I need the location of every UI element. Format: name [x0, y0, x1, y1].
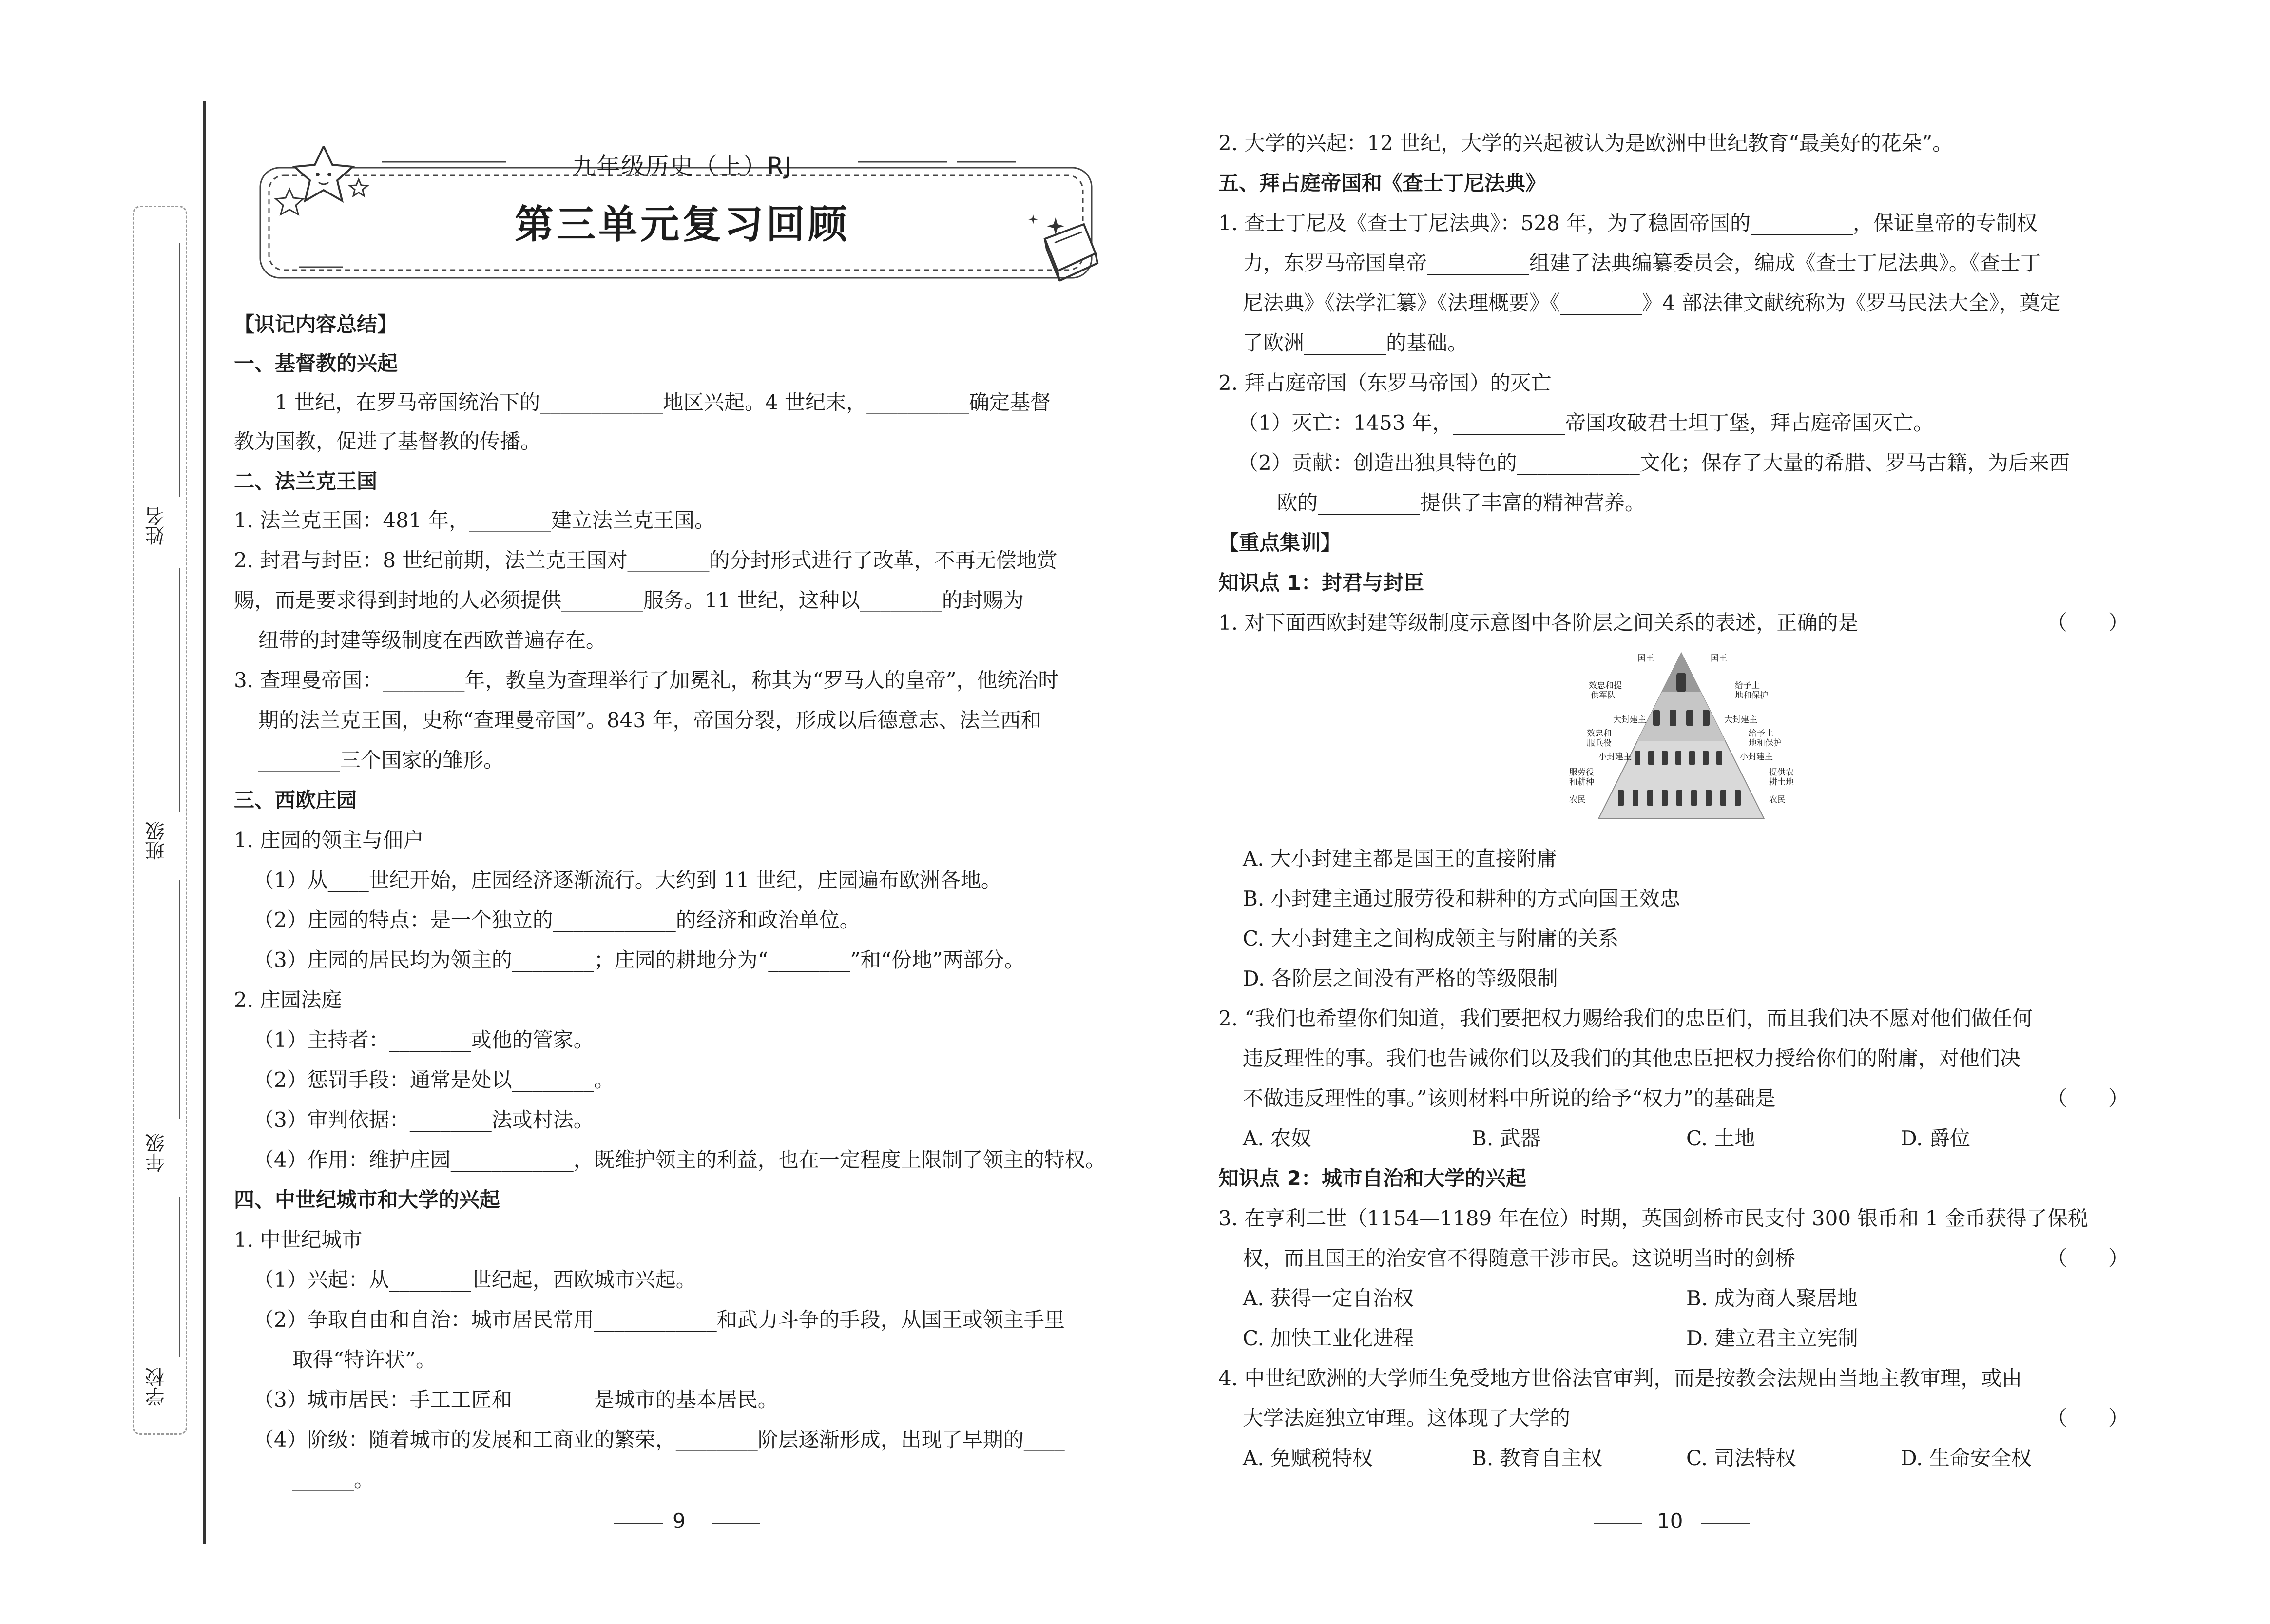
answer-option[interactable]: C. 土地: [1686, 1126, 1755, 1150]
page-number-rule: [712, 1523, 760, 1524]
pyramid-label: 地和保护: [1735, 691, 1768, 700]
page-number-rule: [614, 1523, 663, 1524]
pyramid-label: 提供农: [1769, 768, 1794, 777]
answer-option[interactable]: A. 获得一定自治权: [1243, 1286, 1414, 1310]
question-stem: 大学法庭独立审理。这体现了大学的: [1243, 1406, 1571, 1430]
answer-option[interactable]: D. 各阶层之间没有严格的等级限制: [1243, 967, 1558, 990]
text-line: （3）城市居民：手工工匠和________是城市的基本居民。: [253, 1388, 778, 1411]
school-line: [179, 1197, 180, 1357]
section-heading: 三、西欧庄园: [234, 788, 357, 812]
pyramid-label: 农民: [1769, 795, 1786, 805]
section-heading: 四、中世纪城市和大学的兴起: [234, 1188, 500, 1212]
pyramid-label: 大封建主: [1613, 715, 1646, 725]
grade-field[interactable]: [134, 880, 189, 1182]
section-heading: 二、法兰克王国: [234, 469, 378, 493]
page-title: 第三单元复习回顾: [515, 202, 850, 247]
pyramid-label: 国王: [1637, 654, 1654, 663]
answer-option[interactable]: D. 建立君主立宪制: [1686, 1326, 1858, 1350]
text-line: 纽带的封建等级制度在西欧普遍存在。: [258, 628, 607, 652]
text-line: 3. 查理曼帝国：________年，教皇为查理举行了加冕礼，称其为“罗马人的皇帝”，他统治时: [234, 668, 1059, 692]
pyramid-label: 国王: [1711, 654, 1727, 663]
text-line: 力，东罗马帝国皇帝__________组建了法典编纂委员会，编成《查士丁尼法典》。《查士丁: [1243, 251, 2041, 275]
pyramid-label: 耕土地: [1769, 777, 1794, 787]
text-line: （2）贡献：创造出独具特色的____________文化；保存了大量的希腊、罗马古籍，为后来西: [1238, 451, 2070, 475]
pyramid-label: 效忠和: [1587, 729, 1612, 738]
answer-bracket[interactable]: （ ）: [2047, 1086, 2129, 1110]
feudal-hierarchy-diagram: [1540, 643, 1823, 838]
text-line: （2）庄园的特点：是一个独立的____________的经济和政治单位。: [253, 908, 860, 932]
page-number-rule: [1701, 1523, 1750, 1524]
pyramid-label: 给予土: [1749, 729, 1773, 738]
question-stem: 4. 中世纪欧洲的大学师生免受地方世俗法官审判，而是按教会法规由当地主教审理，或由: [1218, 1366, 2022, 1390]
book-subtitle: 九年级历史（上）RJ: [572, 153, 792, 180]
text-line: （2）惩罚手段：通常是处以________。: [253, 1068, 615, 1092]
text-line: 1 世纪，在罗马帝国统治下的____________地区兴起。4 世纪末，__________确定基督: [234, 390, 1051, 414]
answer-bracket[interactable]: （ ）: [2047, 611, 2129, 635]
answer-bracket[interactable]: （ ）: [2047, 1406, 2129, 1430]
pyramid-label: 地和保护: [1749, 738, 1782, 748]
school-field[interactable]: [134, 1182, 189, 1416]
text-line: 2. 大学的兴起：12 世纪，大学的兴起被认为是欧洲中世纪教育“最美好的花朵”。: [1218, 131, 1953, 155]
text-line: 2. 封君与封臣：8 世纪前期，法兰克王国对________的分封形式进行了改革，不再无偿地赏: [234, 548, 1058, 572]
answer-option[interactable]: C. 司法特权: [1686, 1446, 1796, 1470]
tiny-star-icon: [350, 179, 367, 196]
pyramid-label: 和耕种: [1569, 777, 1594, 787]
grade-label: 年级: [145, 1133, 168, 1172]
text-line: 2. 庄园法庭: [234, 988, 342, 1012]
text-line: （1）主持者：________或他的管家。: [253, 1028, 594, 1052]
question-stem: 不做违反理性的事。”该则材料中所说的给予“权力”的基础是: [1243, 1086, 1776, 1110]
class-line: [179, 568, 180, 812]
pyramid-label: 大封建主: [1724, 715, 1757, 725]
name-field[interactable]: [134, 243, 189, 555]
text-line: （3）审判依据：________法或村法。: [253, 1108, 594, 1132]
pyramid-label: 效忠和提: [1589, 681, 1622, 691]
answer-option[interactable]: B. 教育自主权: [1472, 1446, 1602, 1470]
answer-option[interactable]: B. 武器: [1472, 1126, 1541, 1150]
pyramid-label: 小封建主: [1598, 752, 1632, 762]
answer-option[interactable]: C. 加快工业化进程: [1243, 1326, 1414, 1350]
pyramid-label: 服劳役: [1569, 768, 1594, 777]
text-line: ________三个国家的雏形。: [258, 748, 504, 772]
text-line: 1. 庄园的领主与佃户: [234, 828, 424, 852]
name-line: [179, 243, 180, 497]
text-line: 取得“特许状”。: [292, 1348, 436, 1372]
answer-option[interactable]: A. 农奴: [1243, 1126, 1312, 1150]
answer-option[interactable]: A. 大小封建主都是国王的直接附庸: [1243, 847, 1558, 870]
answer-option[interactable]: D. 生命安全权: [1901, 1446, 2032, 1470]
answer-option[interactable]: D. 爵位: [1901, 1126, 1970, 1150]
question-stem: 权，而且国王的治安官不得随意干涉市民。这说明当时的剑桥: [1243, 1246, 1796, 1270]
section-heading: 【重点集训】: [1218, 531, 1342, 555]
text-line: 赐，而是要求得到封地的人必须提供________服务。11 世纪，这种以________的封赐为: [234, 588, 1024, 612]
text-line: （1）兴起：从________世纪起，西欧城市兴起。: [253, 1268, 696, 1292]
class-label: 班级: [145, 821, 168, 860]
page-number: 10: [1657, 1509, 1683, 1533]
text-line: 尼法典》《法学汇纂》《法理概要》《________》4 部法律文献统称为《罗马民法大全》，奠定: [1243, 291, 2061, 315]
sparkle-icon: [1028, 214, 1038, 224]
star-icon: [294, 146, 353, 201]
text-line: （4）作用：维护庄园____________，既维护领主的利益，也在一定程度上限制了领主的特权。: [253, 1148, 1106, 1172]
class-field[interactable]: [134, 568, 189, 870]
pyramid-label: 农民: [1569, 795, 1586, 805]
section-heading: 知识点 2：城市自治和大学的兴起: [1218, 1166, 1526, 1190]
school-label: 学校: [145, 1367, 168, 1406]
pyramid-label: 服兵役: [1587, 738, 1612, 748]
center-divider: [203, 101, 206, 1544]
book-icon: [1045, 224, 1097, 281]
section-heading: 【识记内容总结】: [234, 312, 398, 336]
text-line: 1. 查士丁尼及《查士丁尼法典》：528 年，为了稳固帝国的__________，保证皇帝的专制权: [1218, 211, 2037, 235]
pyramid-label: 供军队: [1591, 691, 1616, 700]
text-line: （2）争取自由和自治：城市居民常用____________和武力斗争的手段，从国王或领主手里: [253, 1308, 1065, 1332]
text-line: 欧的__________提供了丰富的精神营养。: [1277, 491, 1646, 515]
section-heading: 一、基督教的兴起: [234, 351, 398, 375]
text-line: 教为国教，促进了基督教的传播。: [234, 429, 541, 453]
text-line: （4）阶级：随着城市的发展和工商业的繁荣，________阶层逐渐形成，出现了早期的____: [253, 1428, 1065, 1451]
text-line: （3）庄园的居民均为领主的________；庄园的耕地分为“________”和“份地”两部分。: [253, 948, 1025, 972]
text-line: 1. 中世纪城市: [234, 1228, 363, 1252]
text-line: 了欧洲________的基础。: [1243, 331, 1468, 355]
answer-bracket[interactable]: （ ）: [2047, 1246, 2129, 1270]
answer-option[interactable]: B. 成为商人聚居地: [1686, 1286, 1858, 1310]
question-stem: 3. 在亨利二世（1154—1189 年在位）时期，英国剑桥市民支付 300 银币和 1 金币获得了保税: [1218, 1206, 2088, 1230]
answer-option[interactable]: B. 小封建主通过服劳役和耕种的方式向国王效忠: [1243, 887, 1680, 910]
question-stem: 1. 对下面西欧封建等级制度示意图中各阶层之间关系的表述，正确的是: [1218, 611, 1859, 635]
text-line: （1）从____世纪开始，庄园经济逐渐流行。大约到 11 世纪，庄园遍布欧洲各地。: [253, 868, 1001, 892]
pyramid-label: 小封建主: [1740, 752, 1773, 762]
answer-option[interactable]: A. 免赋税特权: [1243, 1446, 1373, 1470]
page-number-rule: [1594, 1523, 1642, 1524]
grade-line: [179, 880, 180, 1119]
question-stem: 2. “我们也希望你们知道，我们要把权力赐给我们的忠臣们，而且我们决不愿对他们做任何: [1218, 1006, 2033, 1030]
page-number: 9: [673, 1509, 686, 1533]
text-line: 期的法兰克王国，史称“查理曼帝国”。843 年，帝国分裂，形成以后德意志、法兰西和: [258, 708, 1041, 732]
name-label: 姓名: [145, 506, 168, 545]
text-line: （1）灭亡：1453 年，___________帝国攻破君士坦丁堡，拜占庭帝国灭亡。: [1238, 411, 1934, 435]
answer-option[interactable]: C. 大小封建主之间构成领主与附庸的关系: [1243, 927, 1619, 950]
text-line: 2. 拜占庭帝国（东罗马帝国）的灭亡: [1218, 371, 1552, 395]
text-line: 1. 法兰克王国：481 年，________建立法兰克王国。: [234, 508, 715, 532]
text-line: ______。: [292, 1468, 375, 1491]
section-heading: 知识点 1：封君与封臣: [1218, 571, 1424, 595]
question-stem: 违反理性的事。我们也告诫你们以及我们的其他忠臣把权力授给你们的附庸，对他们决: [1243, 1046, 2021, 1070]
pyramid-label: 给予土: [1735, 681, 1760, 691]
binding-strip: [133, 206, 187, 1435]
section-heading: 五、拜占庭帝国和《查士丁尼法典》: [1218, 171, 1546, 195]
small-star-icon: [276, 189, 303, 214]
